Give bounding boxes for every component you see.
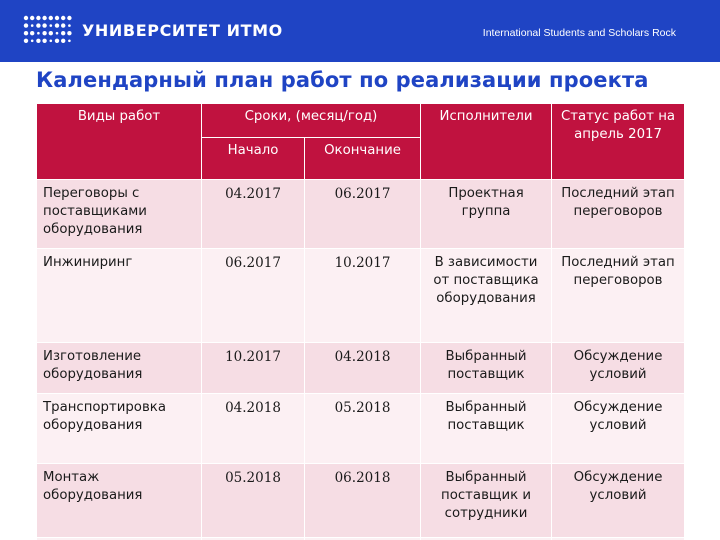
cell-status: Обсуждение условий [552, 394, 685, 464]
header-tagline: International Students and Scholars Rock [482, 27, 676, 39]
cell-start: 06.2017 [202, 249, 305, 343]
table-row [37, 394, 685, 464]
schedule-table-container [36, 103, 684, 540]
cell-executors: Проектная группа [421, 180, 552, 249]
logo-text: УНИВЕРСИТЕТ ИТМО [82, 21, 283, 40]
table-row [37, 464, 685, 538]
cell-work-type: Монтаж оборудования [37, 464, 202, 538]
header-start: Начало [202, 138, 305, 180]
cell-executors: В зависимости от поставщика оборудования [421, 249, 552, 343]
table-row [37, 180, 685, 249]
cell-status: Последний этап переговоров [552, 249, 685, 343]
cell-start: 04.2018 [202, 394, 305, 464]
cell-work-type: Транспортировка оборудования [37, 394, 202, 464]
cell-work-type: Переговоры с поставщиками оборудования [37, 180, 202, 249]
cell-end: 10.2017 [305, 249, 421, 343]
cell-end: 04.2018 [305, 343, 421, 394]
cell-executors: Выбранный поставщик и сотрудники [421, 464, 552, 538]
header-bar [0, 0, 720, 62]
table-row [37, 343, 685, 394]
cell-status: Обсуждение условий [552, 343, 685, 394]
page-title: Календарный план работ по реализации проекта [36, 68, 649, 92]
header-end: Окончание [305, 138, 421, 180]
cell-status: Обсуждение условий [552, 464, 685, 538]
cell-start: 04.2017 [202, 180, 305, 249]
cell-end: 05.2018 [305, 394, 421, 464]
header-status: Статус работ на апрель 2017 [552, 104, 685, 180]
table-row [37, 249, 685, 343]
itmo-dot-grid-icon [22, 14, 74, 46]
header-work-type: Виды работ [37, 104, 202, 180]
cell-end: 06.2017 [305, 180, 421, 249]
cell-executors: Выбранный поставщик [421, 394, 552, 464]
schedule-table [36, 103, 685, 540]
cell-status: Последний этап переговоров [552, 180, 685, 249]
header-dates: Сроки, (месяц/год) [202, 104, 421, 138]
cell-work-type: Инжиниринг [37, 249, 202, 343]
cell-work-type: Изготовление оборудования [37, 343, 202, 394]
cell-end: 06.2018 [305, 464, 421, 538]
header-executors: Исполнители [421, 104, 552, 180]
cell-start: 05.2018 [202, 464, 305, 538]
cell-start: 10.2017 [202, 343, 305, 394]
cell-executors: Выбранный поставщик [421, 343, 552, 394]
